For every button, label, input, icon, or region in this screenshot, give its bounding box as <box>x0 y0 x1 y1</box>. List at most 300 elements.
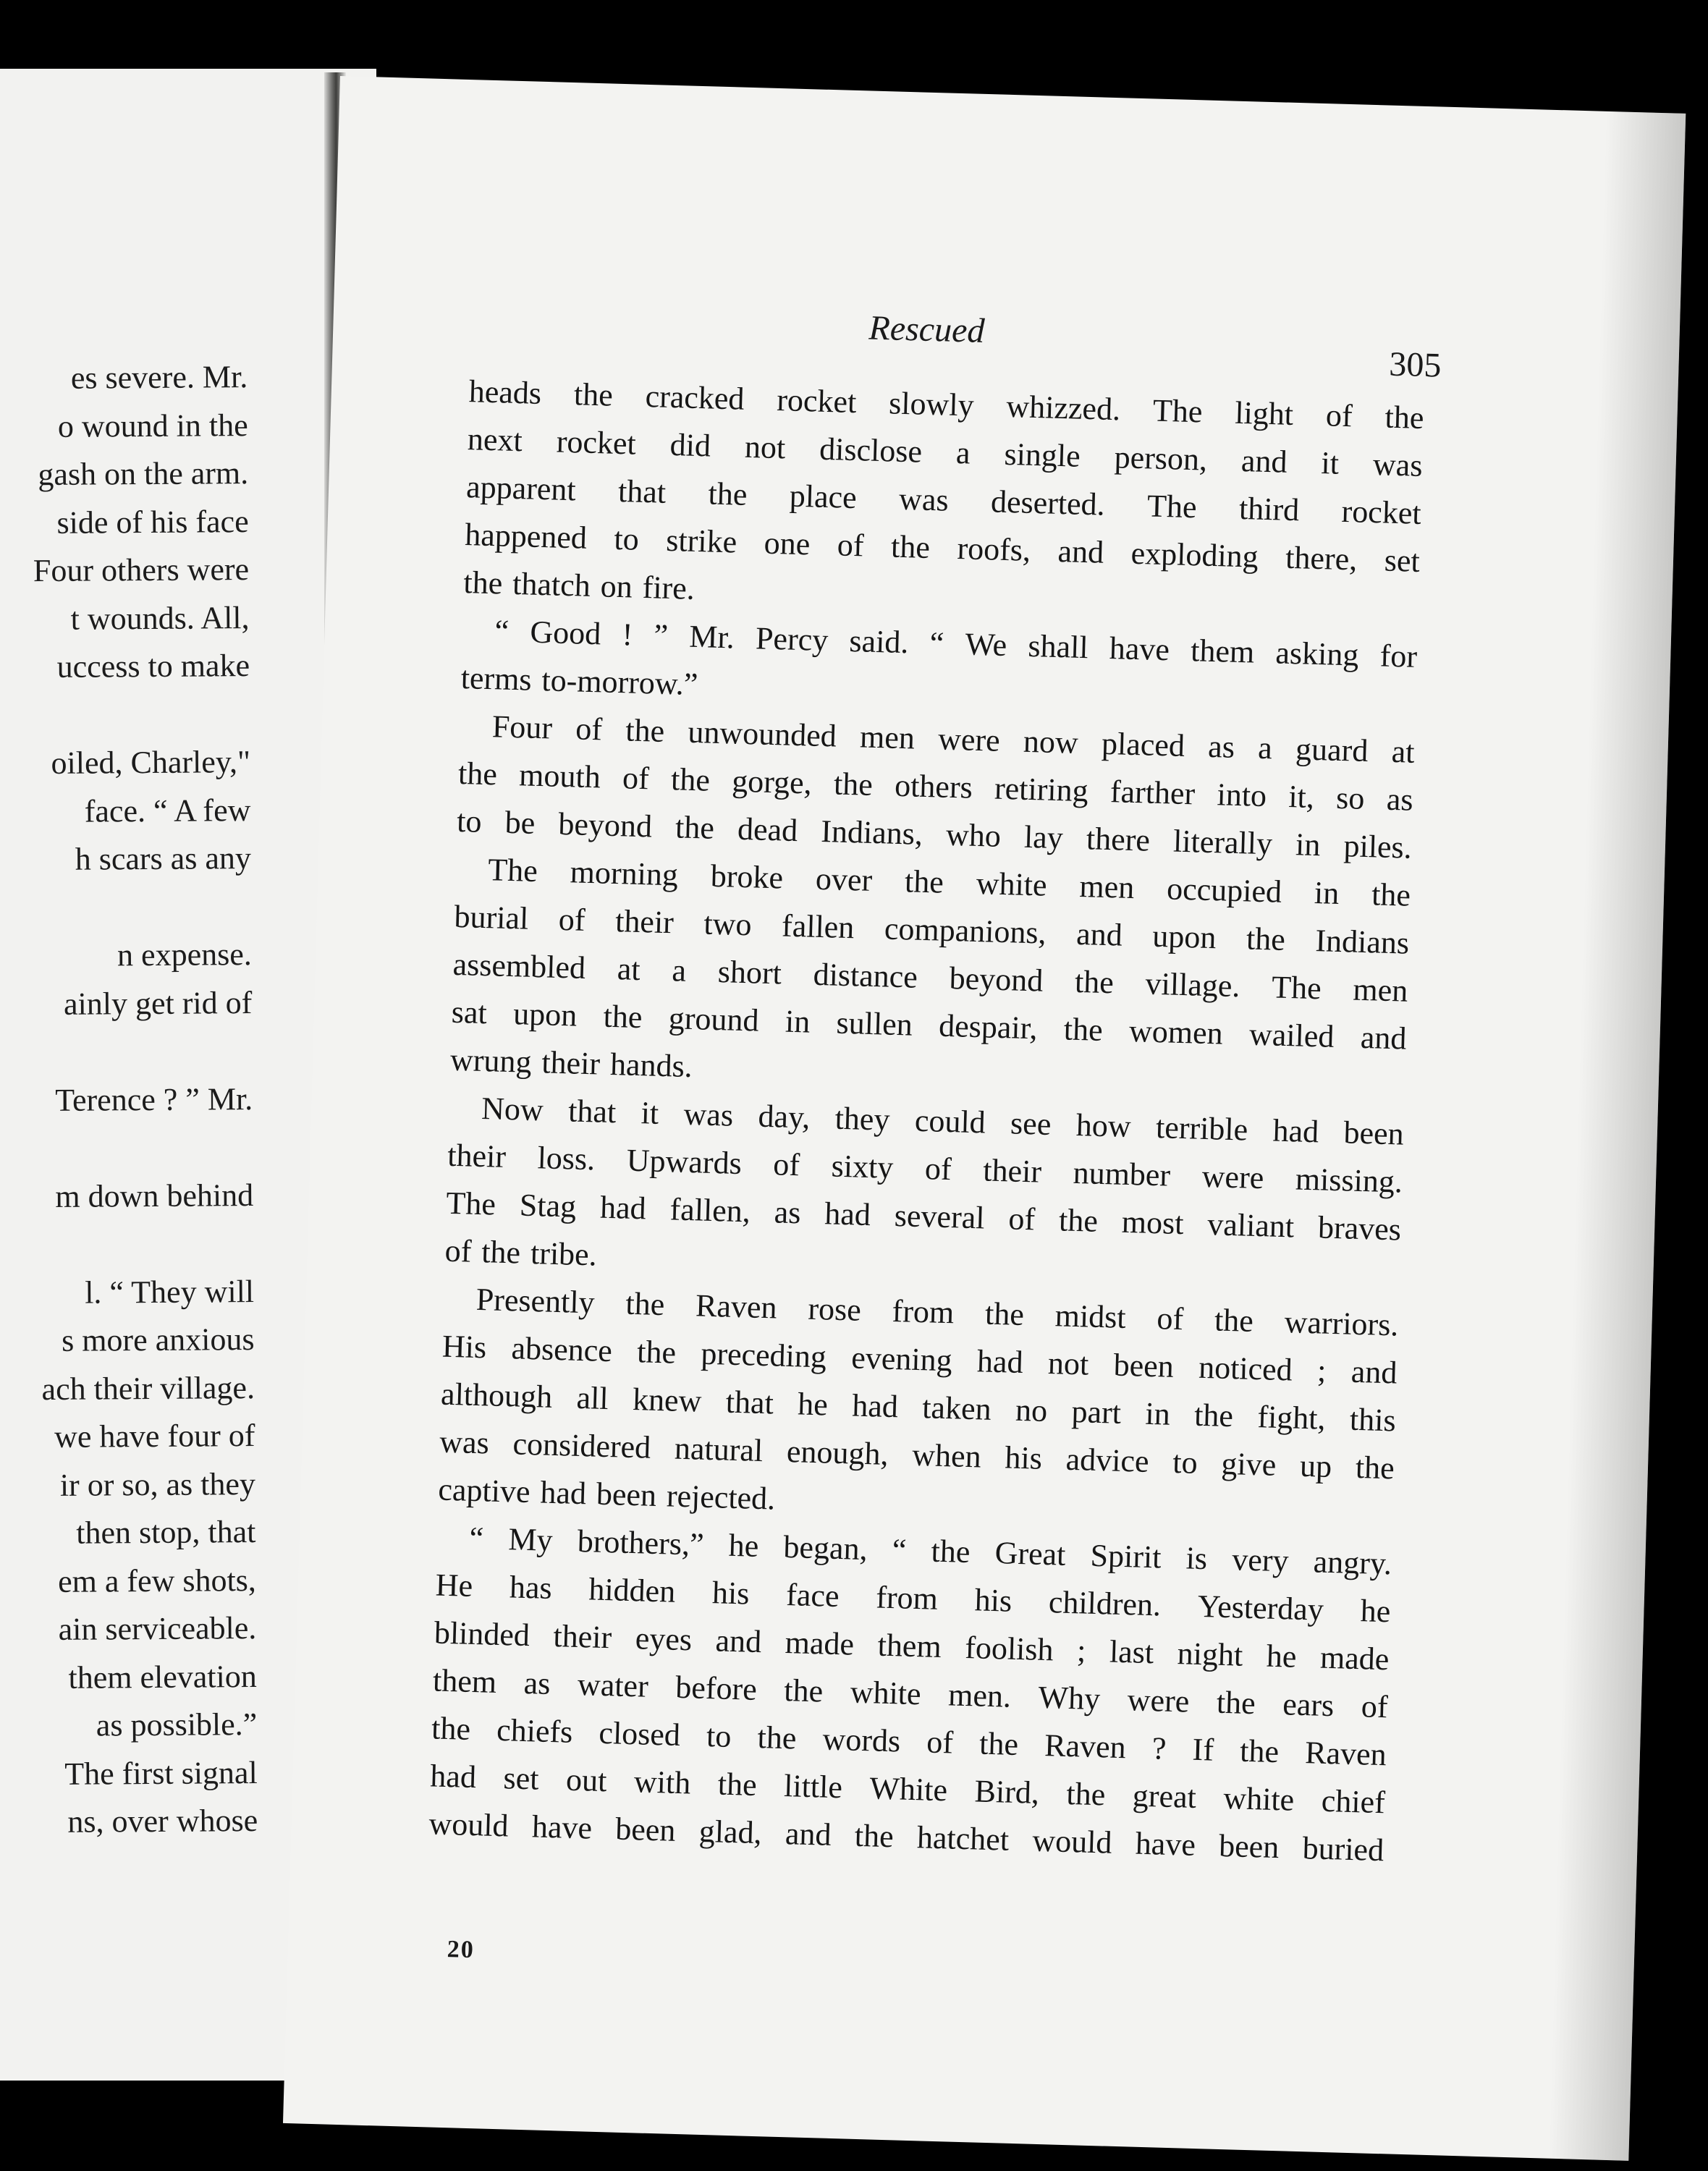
word: thatch <box>512 565 591 604</box>
word: and <box>714 1622 762 1660</box>
word: terms <box>460 659 533 698</box>
word: gorge, <box>731 763 813 801</box>
word: were <box>937 721 1001 758</box>
word: great <box>1132 1777 1197 1815</box>
word: ears <box>1282 1686 1335 1724</box>
word: absence <box>510 1330 613 1369</box>
word: loss. <box>537 1140 596 1177</box>
word: Presently <box>475 1281 596 1321</box>
word: the <box>481 1234 521 1271</box>
word: The <box>1146 488 1198 525</box>
word: the <box>1384 399 1425 436</box>
word: and <box>785 1816 832 1853</box>
left-page-line: h scars as any <box>75 840 252 877</box>
word: despair, <box>938 1007 1039 1046</box>
word: of <box>837 527 865 564</box>
word: considered <box>512 1426 651 1465</box>
word: broke <box>710 858 784 896</box>
word: the <box>1239 1732 1280 1770</box>
word: who <box>945 816 1002 854</box>
word: Spirit <box>1090 1537 1162 1575</box>
word: We <box>964 626 1007 664</box>
word: companions, <box>884 910 1047 951</box>
word: the <box>603 998 643 1036</box>
word: disclose <box>819 431 923 470</box>
word: made <box>1319 1639 1390 1677</box>
word: at <box>1391 733 1416 770</box>
word: it <box>640 1095 659 1131</box>
left-page-line: s more anxious <box>61 1321 255 1358</box>
word: this <box>1349 1401 1397 1439</box>
right-page <box>283 76 1686 2161</box>
word: farther <box>1109 774 1196 812</box>
word: the <box>717 1766 758 1803</box>
word: although <box>440 1376 553 1415</box>
word: white <box>1222 1780 1295 1818</box>
word: asking <box>1274 635 1360 673</box>
word: Percy <box>755 620 829 659</box>
word: was <box>682 1096 734 1133</box>
word: not <box>744 428 786 466</box>
word: night <box>1177 1635 1243 1673</box>
word: His <box>441 1328 487 1366</box>
word: ground <box>668 1000 760 1038</box>
word: burial <box>453 898 529 936</box>
word: of <box>622 760 650 797</box>
word: the <box>1355 1449 1395 1486</box>
word: and <box>1350 1353 1398 1391</box>
word: advice <box>1065 1441 1150 1479</box>
word: the <box>573 376 614 413</box>
word: Great <box>994 1535 1067 1573</box>
word: into <box>1216 776 1267 814</box>
word: words <box>821 1721 901 1759</box>
word: eyes <box>635 1620 693 1658</box>
word: from <box>875 1579 939 1617</box>
word: hands. <box>609 1046 693 1085</box>
word: the <box>1214 1302 1254 1339</box>
left-page-line: ach their village. <box>41 1369 255 1407</box>
left-page-line: uccess to make <box>56 648 250 685</box>
word: were <box>1127 1682 1190 1719</box>
word: his <box>1004 1439 1043 1476</box>
word: third <box>1238 490 1300 528</box>
left-page-line: ns, over whose <box>67 1803 258 1840</box>
word: apparent <box>465 469 577 508</box>
word: “ <box>892 1532 908 1568</box>
word: the <box>625 712 665 749</box>
word: short <box>717 954 782 991</box>
word: the <box>707 475 748 512</box>
word: to <box>706 1718 732 1754</box>
word: have <box>1109 630 1170 668</box>
word: knew <box>632 1381 703 1419</box>
word: rocket <box>556 423 637 462</box>
word: He <box>435 1567 473 1604</box>
word: men <box>1078 868 1135 906</box>
word: had <box>976 1343 1024 1381</box>
word: assembled <box>452 946 586 986</box>
word: deserted. <box>990 483 1106 522</box>
word: day, <box>757 1098 811 1135</box>
word: The <box>1271 969 1322 1007</box>
word: the <box>904 863 944 900</box>
word: exploding <box>1130 535 1259 575</box>
word: to-morrow.” <box>541 662 699 703</box>
word: last <box>1109 1633 1154 1671</box>
left-page-line: t wounds. All, <box>70 599 250 637</box>
word: the <box>1065 1775 1106 1813</box>
word: the <box>431 1710 471 1747</box>
word: chief <box>1321 1782 1386 1821</box>
word: had <box>851 1387 899 1425</box>
word: Upwards <box>626 1142 743 1182</box>
word: The <box>487 852 538 889</box>
left-page-line <box>4 882 257 932</box>
word: would <box>428 1806 510 1844</box>
word: was <box>439 1423 490 1461</box>
word: “ <box>494 613 510 649</box>
word: brothers,” <box>577 1523 705 1562</box>
page-number: 305 <box>1388 344 1442 385</box>
word: out <box>565 1761 608 1799</box>
word: that <box>725 1384 774 1421</box>
word: ; <box>1316 1353 1327 1389</box>
left-page-line: o wound in the <box>57 407 248 444</box>
running-head: Rescued <box>868 308 986 350</box>
word: the <box>1216 1684 1256 1722</box>
word: occupied <box>1166 871 1282 910</box>
signature-mark: 20 <box>447 1936 475 1964</box>
word: when <box>911 1436 982 1475</box>
left-page-line: oiled, Charley," <box>51 744 251 781</box>
word: a <box>1257 729 1273 766</box>
left-page-line: gash on the arm. <box>38 455 249 493</box>
word: single <box>1003 436 1081 474</box>
word: warriors. <box>1284 1304 1400 1343</box>
word: of <box>1007 1201 1036 1237</box>
word: now <box>1023 723 1079 761</box>
word: upon <box>1151 918 1217 956</box>
word: been <box>1113 1347 1175 1384</box>
word: unwounded <box>687 714 837 754</box>
word: white <box>850 1674 922 1712</box>
word: the <box>1058 1202 1099 1239</box>
word: Stag <box>519 1187 577 1224</box>
word: If <box>1192 1731 1214 1768</box>
word: enough, <box>786 1433 889 1472</box>
word: sullen <box>836 1004 913 1043</box>
left-page-line: n expense. <box>117 936 252 973</box>
word: The <box>445 1185 496 1222</box>
word: from <box>892 1292 955 1331</box>
word: dead <box>737 811 798 849</box>
word: very <box>1231 1541 1290 1579</box>
word: captive <box>437 1471 531 1510</box>
word: to <box>613 520 640 557</box>
word: as <box>1386 781 1414 818</box>
word: the <box>978 1725 1019 1763</box>
word: rocket <box>776 382 858 420</box>
word: in <box>785 1003 811 1040</box>
word: in <box>1144 1395 1171 1432</box>
word: rocket <box>1341 493 1422 531</box>
word: and <box>1360 1019 1408 1057</box>
word: Indians, <box>820 813 923 852</box>
word: the <box>931 1533 971 1570</box>
left-page-line: Terence ? ” Mr. <box>55 1080 253 1118</box>
word: men <box>859 719 916 756</box>
word: of <box>926 1724 954 1761</box>
word: the <box>1246 921 1286 957</box>
word: be <box>504 804 536 841</box>
word: several <box>894 1198 986 1236</box>
left-page-line: The first signal <box>64 1754 258 1792</box>
word: the <box>462 564 503 601</box>
word: Good <box>529 614 601 652</box>
word: been <box>614 1811 677 1848</box>
word: their <box>552 1618 612 1656</box>
word: and <box>1075 915 1123 953</box>
word: glad, <box>698 1813 763 1851</box>
word: the <box>1074 963 1115 1001</box>
word: upon <box>512 996 578 1033</box>
word: Mr. <box>688 618 735 656</box>
left-page-line: we have four of <box>54 1418 255 1455</box>
word: that <box>567 1093 617 1130</box>
word: the <box>783 1672 824 1709</box>
word: My <box>507 1521 554 1558</box>
left-page-line <box>5 1027 258 1077</box>
word: men <box>1352 971 1408 1009</box>
word: was <box>1372 447 1424 483</box>
left-page-line: l. “ They will <box>85 1273 255 1311</box>
word: shall <box>1027 627 1089 666</box>
word: retiring <box>994 770 1089 809</box>
word: there <box>1086 821 1151 858</box>
word: natural <box>674 1430 764 1469</box>
word: their <box>447 1137 507 1175</box>
body-text <box>428 368 1425 1874</box>
word: buried <box>1302 1830 1384 1869</box>
word: blinded <box>434 1615 530 1654</box>
word: one <box>764 525 811 562</box>
left-page-line: ain serviceable. <box>58 1610 257 1647</box>
word: the <box>625 1285 665 1323</box>
word: them <box>1190 632 1255 670</box>
word: in <box>1295 826 1322 863</box>
word: place <box>789 478 858 516</box>
word: fire. <box>642 569 696 606</box>
word: said. <box>848 622 910 661</box>
word: of <box>444 1232 473 1269</box>
left-page-line <box>2 690 255 740</box>
word: literally <box>1172 823 1273 862</box>
word: of <box>1361 1688 1389 1725</box>
word: braves <box>1317 1209 1402 1248</box>
word: fallen, <box>669 1191 751 1230</box>
word: was <box>898 481 950 518</box>
word: had <box>824 1195 871 1233</box>
word: had <box>539 1474 587 1512</box>
word: there, <box>1285 539 1358 577</box>
left-page-line: then stop, that <box>76 1514 256 1551</box>
word: the <box>890 528 931 565</box>
word: beyond <box>557 805 653 845</box>
word: beyond <box>949 960 1044 999</box>
word: is <box>1185 1540 1208 1577</box>
word: rejected. <box>666 1478 776 1517</box>
word: hidden <box>588 1571 676 1609</box>
word: Bird, <box>974 1773 1040 1811</box>
left-page-text <box>0 353 263 1847</box>
word: number <box>1073 1154 1171 1193</box>
word: little <box>783 1768 843 1806</box>
word: others <box>894 767 973 805</box>
word: distance <box>813 956 918 995</box>
left-page-line <box>5 1123 258 1173</box>
word: cracked <box>645 378 745 417</box>
word: he <box>797 1386 829 1423</box>
left-page-line: side of his face <box>56 503 249 541</box>
word: women <box>1128 1012 1224 1051</box>
word: did <box>669 426 711 464</box>
word: part <box>1070 1393 1122 1431</box>
left-page-line: ir or so, as they <box>59 1465 256 1503</box>
word: “ <box>468 1520 484 1557</box>
word: before <box>675 1669 758 1707</box>
word: the <box>1371 876 1411 913</box>
word: the <box>1193 1397 1234 1434</box>
word: taken <box>921 1389 992 1427</box>
word: how <box>1075 1106 1132 1145</box>
word: Raven <box>695 1287 778 1326</box>
word: their <box>982 1152 1042 1190</box>
word: would <box>1031 1822 1113 1861</box>
word: the <box>457 755 498 792</box>
word: ; <box>1076 1633 1087 1669</box>
word: all <box>575 1379 609 1417</box>
left-page-line: m down behind <box>55 1177 254 1214</box>
word: wailed <box>1248 1016 1335 1054</box>
word: have <box>1135 1825 1196 1863</box>
word: heads <box>468 373 542 411</box>
word: been <box>1343 1114 1405 1152</box>
word: had <box>599 1189 647 1227</box>
word: foolish <box>964 1629 1054 1668</box>
word: Why <box>1037 1679 1101 1717</box>
word: began, <box>782 1528 868 1567</box>
word: white <box>976 865 1048 903</box>
word: missing. <box>1295 1161 1403 1200</box>
word: face <box>785 1577 840 1615</box>
left-page-line: ainly get rid of <box>63 984 253 1022</box>
word: men. <box>947 1677 1012 1714</box>
word: Yesterday <box>1197 1588 1324 1628</box>
word: chiefs <box>496 1711 574 1750</box>
word: Four <box>491 708 553 746</box>
word: mouth <box>518 757 601 795</box>
word: been <box>1218 1827 1280 1866</box>
word: were <box>1201 1158 1264 1196</box>
word: rose <box>807 1290 862 1328</box>
word: as <box>523 1664 551 1701</box>
word: roofs, <box>956 530 1031 568</box>
word: he <box>1360 1593 1391 1630</box>
word: as <box>1207 728 1235 765</box>
word: them <box>877 1627 942 1665</box>
left-page-line: Four others were <box>33 551 250 589</box>
word: closed <box>598 1714 681 1753</box>
word: not <box>1047 1345 1089 1382</box>
left-page-line: as possible.” <box>96 1706 258 1743</box>
left-page-line: face. “ A few <box>84 792 251 829</box>
word: that <box>617 473 667 510</box>
word: the <box>756 1719 798 1756</box>
word: whizzed. <box>1005 388 1121 428</box>
word: give <box>1220 1445 1277 1483</box>
word: most <box>1121 1203 1185 1242</box>
left-page-line: them elevation <box>68 1658 257 1696</box>
word: has <box>509 1569 553 1606</box>
word: strike <box>665 522 737 560</box>
word: it <box>1320 445 1340 481</box>
word: for <box>1379 638 1418 674</box>
word: fallen <box>781 907 855 946</box>
word: their <box>541 1044 601 1082</box>
word: hatchet <box>916 1819 1010 1858</box>
word: next <box>467 421 523 459</box>
word: morning <box>570 854 679 893</box>
word: at <box>617 951 641 988</box>
word: been <box>596 1476 657 1513</box>
word: sixty <box>831 1148 895 1185</box>
word: wrung <box>449 1041 533 1080</box>
word: as <box>774 1194 802 1231</box>
word: valiant <box>1206 1206 1295 1245</box>
word: he <box>728 1527 759 1564</box>
word: happened <box>464 517 588 556</box>
word: them <box>432 1662 497 1700</box>
word: water <box>577 1667 649 1704</box>
word: midst <box>1054 1298 1127 1335</box>
word: the <box>675 809 715 846</box>
word: his <box>974 1582 1012 1619</box>
word: noticed <box>1198 1349 1293 1388</box>
word: it, <box>1288 778 1315 815</box>
word: of <box>558 901 586 938</box>
word: so <box>1335 779 1366 816</box>
word: set <box>1384 542 1421 579</box>
word: on <box>600 568 633 605</box>
word: see <box>1010 1105 1052 1142</box>
word: the <box>670 761 711 798</box>
word: he <box>1266 1638 1298 1675</box>
word: to <box>456 803 483 839</box>
word: the <box>1063 1011 1104 1048</box>
left-page-line: em a few shots, <box>57 1562 257 1599</box>
word: up <box>1299 1447 1332 1484</box>
word: “ <box>929 625 944 661</box>
word: of <box>924 1151 952 1188</box>
word: village. <box>1145 965 1241 1004</box>
word: guard <box>1295 731 1369 769</box>
word: over <box>815 860 873 898</box>
word: they <box>834 1100 891 1138</box>
word: The <box>1152 392 1204 430</box>
word: Now <box>481 1091 544 1128</box>
word: evening <box>850 1340 953 1379</box>
